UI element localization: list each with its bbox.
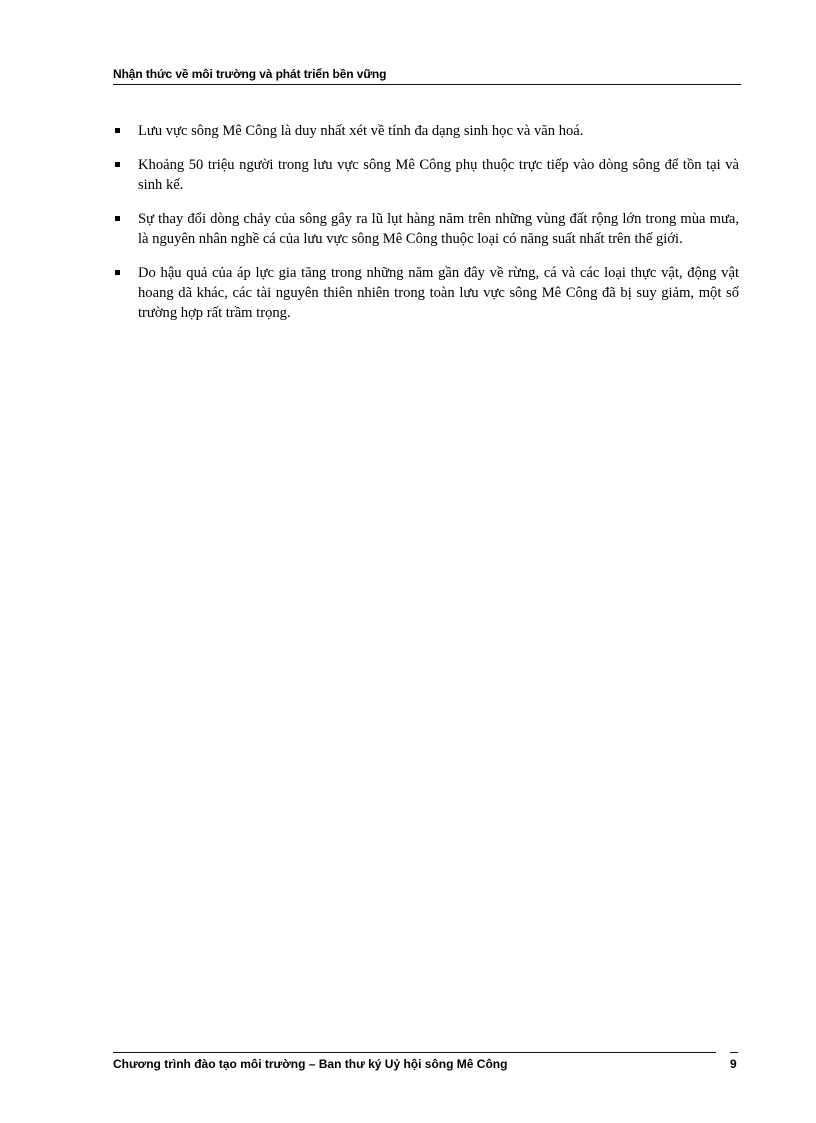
list-item-text: Lưu vực sông Mê Công là duy nhất xét về tính đa dạng sinh học và văn hoá. bbox=[138, 123, 584, 139]
square-bullet-icon bbox=[115, 216, 120, 221]
square-bullet-icon bbox=[115, 128, 120, 133]
header-title: Nhận thức về môi trường và phát triển bền vững bbox=[113, 67, 387, 81]
list-item-text: Do hậu quả của áp lực gia tăng trong những năm gần đây về rừng, cá và các loại thực vật, động vật hoang dã khác, các tài nguyên thiên nhiên trong toàn lưu vực sông Mê Công đã bị suy giảm, một số trường hợp rất trầm trọng. bbox=[138, 265, 739, 321]
footer-divider bbox=[113, 1052, 716, 1053]
page-number-divider bbox=[730, 1052, 738, 1053]
list-item bbox=[113, 209, 739, 249]
list-item bbox=[113, 263, 739, 323]
page-content bbox=[113, 121, 739, 337]
square-bullet-icon bbox=[115, 162, 120, 167]
footer-text: Chương trình đào tạo môi trường – Ban thư ký Uỷ hội sông Mê Công bbox=[113, 1057, 508, 1071]
bullet-list bbox=[113, 121, 739, 323]
list-item bbox=[113, 121, 739, 141]
page-header bbox=[113, 64, 741, 85]
square-bullet-icon bbox=[115, 270, 120, 275]
list-item-text: Khoảng 50 triệu người trong lưu vực sông Mê Công phụ thuộc trực tiếp vào dòng sông để tồn tại và sinh kế. bbox=[138, 157, 739, 193]
page-footer bbox=[113, 1050, 741, 1080]
list-item bbox=[113, 155, 739, 195]
list-item-text: Sự thay đổi dòng chảy của sông gây ra lũ lụt hàng năm trên những vùng đất rộng lớn trong mùa mưa, là nguyên nhân nghề cá của lưu vực sông Mê Công thuộc loại có năng suất nhất trên thế giới. bbox=[138, 211, 739, 247]
page-number: 9 bbox=[730, 1057, 737, 1071]
